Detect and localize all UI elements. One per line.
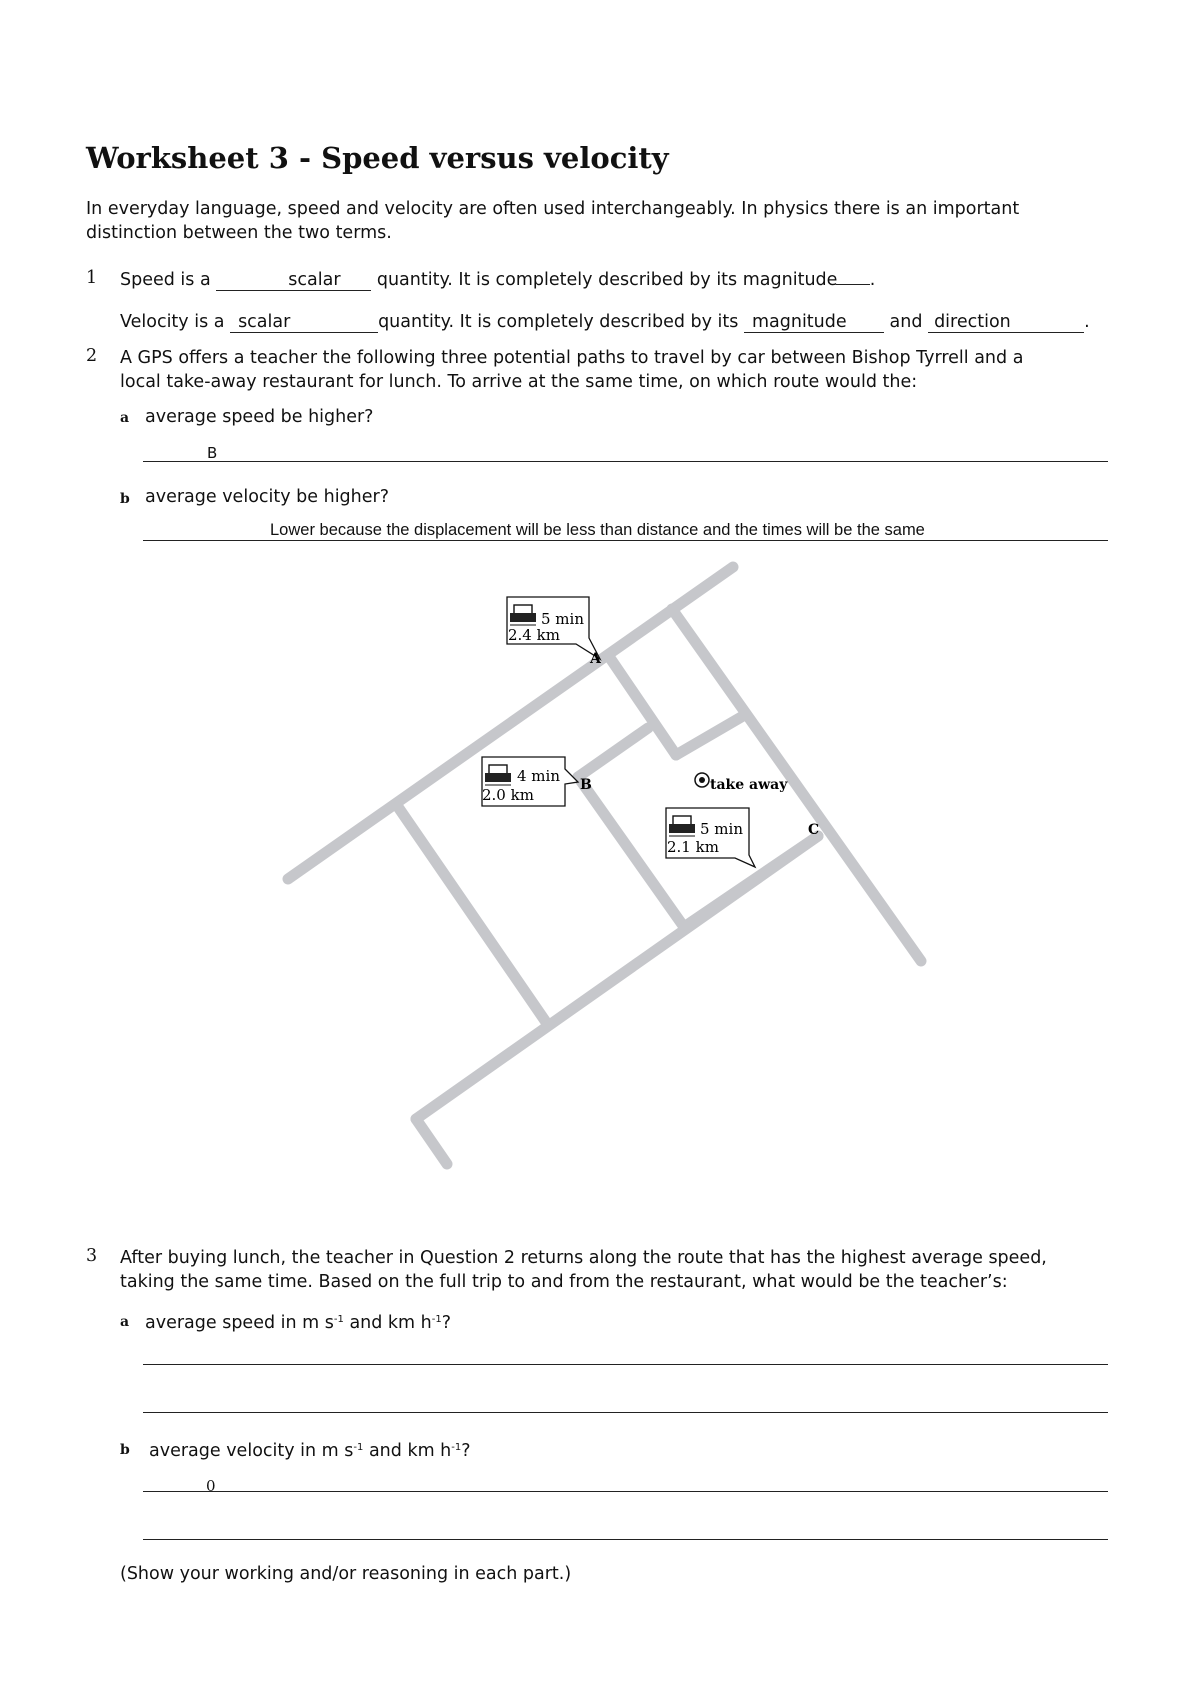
question-3-number: 3: [86, 1246, 98, 1266]
q1-speed-answer-2: magnitude: [742, 270, 838, 290]
q3a-answer-line-1[interactable]: [143, 1364, 1108, 1365]
car-icon: [485, 765, 511, 785]
route-c-letter: C: [808, 822, 820, 838]
q2a-label: a: [120, 410, 130, 426]
road-b-connector: [578, 728, 648, 777]
q2-line-2: local take-away restaurant for lunch. To arrive at the same time, on which route would the:: [120, 372, 918, 392]
q3b-text-mid: and km h: [363, 1441, 452, 1461]
q1-velocity-end: .: [1084, 312, 1090, 332]
q1-speed-text-middle: quantity. It is completely described by its: [376, 270, 738, 290]
route-b-distance: 2.0 km: [482, 786, 534, 804]
footer-instruction: (Show your working and/or reasoning in each part.): [120, 1564, 572, 1584]
question-2-number: 2: [86, 346, 98, 366]
q1-velocity-answer-1: scalar: [238, 312, 291, 332]
route-b-letter: B: [580, 777, 592, 793]
q3b-label: b: [120, 1442, 130, 1458]
intro-line-2: distinction between the two terms.: [86, 223, 392, 243]
q2a-answer: B: [207, 444, 218, 462]
q2b-answer: Lower because the displacement will be less than distance and the times will be the same: [270, 521, 925, 539]
road-a-connector: [676, 716, 743, 755]
q1-speed-answer-1: scalar: [288, 270, 341, 290]
car-icon: [510, 605, 536, 625]
q3-line-1: After buying lunch, the teacher in Question 2 returns along the route that has the highest average speed,: [120, 1248, 1047, 1268]
q3a-sup-1: -1: [333, 1314, 344, 1325]
route-a-time: 5 min: [541, 610, 584, 628]
q2b-text: average velocity be higher?: [145, 487, 390, 507]
route-b-callout: [482, 757, 592, 806]
destination-label: take away: [710, 777, 788, 793]
road-a-branch: [608, 655, 676, 755]
q3a-text: [145, 1308, 451, 1335]
q2b-label: b: [120, 491, 130, 507]
q1-velocity-answer-2: magnitude: [751, 312, 847, 332]
q3a-answer-line-2[interactable]: [143, 1412, 1108, 1413]
q3b-answer: 0: [206, 1477, 216, 1495]
road-south-stub: [416, 1119, 447, 1164]
q1-velocity-and: and: [889, 312, 923, 332]
q1-velocity-text-before: Velocity is a: [120, 312, 225, 332]
route-a-letter: A: [590, 651, 601, 667]
q1-speed-text-before: Speed is a: [120, 270, 211, 290]
roads: [288, 567, 921, 1164]
route-a-distance: 2.4 km: [508, 626, 560, 644]
q3b-answer-line-2[interactable]: [143, 1539, 1108, 1540]
route-c-time: 5 min: [700, 820, 743, 838]
route-c-distance: 2.1 km: [667, 838, 719, 856]
q1-velocity-answer-3: direction: [934, 312, 1011, 332]
q3b-text: [149, 1436, 471, 1463]
q3b-answer-line-1[interactable]: [143, 1491, 1108, 1492]
road-south-diagonal: [416, 836, 818, 1119]
q3b-sup-1: -1: [353, 1442, 364, 1453]
q3a-text-mid: and km h: [343, 1313, 432, 1333]
route-c-callout: [666, 808, 819, 867]
q1-speed-end: .: [869, 270, 876, 290]
route-a-callout: [507, 597, 602, 667]
q3-line-2: taking the same time. Based on the full trip to and from the restaurant, what would be the teacher’s:: [120, 1272, 1008, 1292]
q3a-label: a: [120, 1314, 130, 1330]
intro-line-1: In everyday language, speed and velocity are often used interchangeably. In physics there is an important: [86, 199, 1020, 219]
car-icon: [669, 816, 695, 836]
q2-line-1: A GPS offers a teacher the following three potential paths to travel by car between Bishop Tyrrell and a: [120, 348, 1024, 368]
q3a-text-end: ?: [441, 1313, 452, 1333]
worksheet-title: Worksheet 3 - Speed versus velocity: [86, 141, 669, 175]
route-b-time: 4 min: [517, 767, 560, 785]
take-away-marker: [695, 773, 788, 793]
question-1-number: 1: [86, 268, 98, 288]
road-west-branch: [396, 804, 548, 1025]
q2a-text: average speed be higher?: [145, 407, 374, 427]
q3a-text-pre: average speed in m s: [145, 1313, 334, 1333]
q1-velocity-text-middle: quantity. It is completely described by its: [378, 312, 739, 332]
q3a-sup-2: -1: [431, 1314, 442, 1325]
q3b-text-pre: average velocity in m s: [149, 1441, 354, 1461]
q3b-text-end: ?: [461, 1441, 471, 1461]
q3b-sup-2: -1: [451, 1442, 462, 1453]
